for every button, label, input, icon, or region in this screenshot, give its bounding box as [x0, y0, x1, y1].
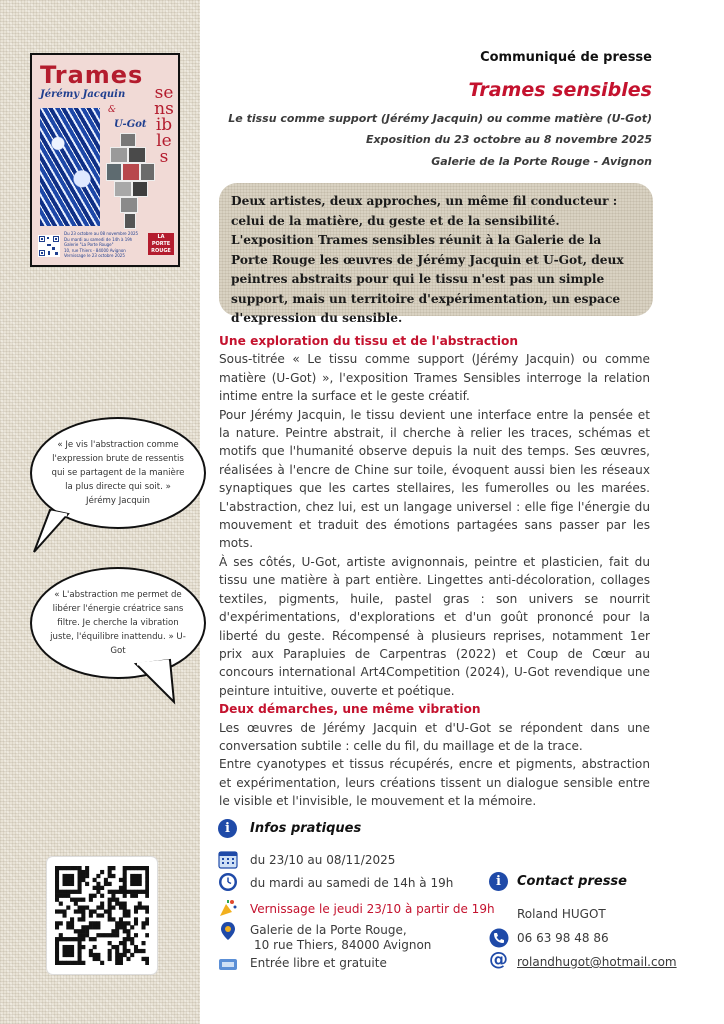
intro-paragraph-1: Deux artistes, deux approches, un même fil conducteur : celui de la matière, du geste et de la sensibilité. — [231, 194, 618, 228]
celebration-icon — [218, 898, 238, 918]
poster-info: Du 23 octobre au 08 novembre 2025 Du mardi au samedi de 14h à 19h Galerie "La Porte Rouge" 10, rue Thiers - 84000 Avignon Vernissage le 23 octobre 2025 — [64, 231, 139, 258]
qr-code-card — [47, 857, 157, 974]
section2-paragraph-1: Les œuvres de Jérémy Jacquin et d'U-Got se répondent dans une conversation subtile : celle du fil, du maillage et de la trace. — [219, 720, 650, 753]
intro-box — [219, 183, 653, 325]
qr-code[interactable] — [55, 866, 149, 965]
address-line-2: 10 rue Thiers, 84000 Avignon — [254, 938, 432, 952]
section1-paragraph-3: À ses côtés, U-Got, artiste avignonnais, peintre et plasticien, fait du tissu une matière à part entière. Lingettes anti-décoloration, collages textiles, pigments, huile, pastel gras : son univers se nourrit d'expérimentations, d'explorations et d'un goût prononcé pour la liberté du geste. Récompensé à plusieurs reprises, notamment 1er prix aux Parapluies de Carpentras (2022) et Coup de Cœur au concours international Art4Competition (2024), U-Got revendique une peinture intuitive, ouverte et poétique. — [219, 554, 650, 698]
calendar-icon — [218, 849, 238, 869]
poster-gallery-logo: LA PORTE ROUGE — [148, 233, 174, 255]
phone-icon — [489, 928, 509, 948]
exhibition-venue: Galerie de la Porte Rouge - Avignon — [431, 155, 652, 168]
section1-heading: Une exploration du tissu et de l'abstraction — [219, 334, 519, 348]
contact-name: Roland HUGOT — [517, 907, 606, 921]
intro-paragraph-2: L'exposition Trames sensibles réunit à la Galerie de la Porte Rouge les œuvres de Jérémy Jacquin et U-Got, deux peintres abstraits pour qui le tissu n'est pas un simple support, mais un territoire d'expérimentation, un espace d'expression du sensible. — [231, 233, 624, 325]
info-dates: du 23/10 au 08/11/2025 — [250, 853, 396, 867]
poster-title-vertical: sensibles — [154, 83, 174, 167]
section1-paragraph-2: Pour Jérémy Jacquin, le tissu devient une interface entre la pensée et la nature. Peintre abstrait, il cherche à relier les traces, schémas et motifs que l'humanité observe depuis la nuit des temps. Ses œuvres, réalisées à l'encre de Chine sur toile, évoquent aussi bien les réseaux synaptiques que les cartes stellaires, les fumerolles ou les marées. L'abstraction, chez lui, est un langage universel : elle fige l'énergie du mouvement et traduit des émotions partagées sans passer par les mots. — [219, 407, 650, 551]
contact-title: Contact presse — [517, 874, 627, 889]
bubble-tail-2 — [128, 658, 188, 708]
info-icon: i — [218, 819, 237, 838]
contact-email[interactable]: rolandhugot@hotmail.com — [517, 955, 677, 969]
exhibition-dates: Exposition du 23 octobre au 8 novembre 2025 — [365, 133, 652, 146]
article-body — [219, 332, 650, 811]
info-hours: du mardi au samedi de 14h à 19h — [250, 876, 454, 890]
section2-paragraph-2: Entre cyanotypes et tissus récupérés, encre et pigments, abstraction et expérimentation, leurs créations tissent un dialogue sensible entre le visible et l'invisible, le mouvement et la mémoire. — [219, 757, 650, 809]
clock-icon — [218, 872, 238, 892]
poster-artwork-blue — [40, 108, 100, 226]
poster-ampersand: & — [108, 105, 117, 115]
subtitle: Le tissu comme support (Jérémy Jacquin) ou comme matière (U-Got) — [228, 112, 652, 125]
info-address — [250, 923, 431, 953]
poster-artist-2: U-Got — [114, 119, 147, 130]
section2-heading: Deux démarches, une même vibration — [219, 702, 481, 717]
poster-artwork-collage — [106, 133, 154, 229]
section1-paragraph-1: Sous-titrée « Le tissu comme support (Jérémy Jacquin) ou comme matière (U-Got) », l'exposition Trames Sensibles interroge la relation intime entre la surface et le geste créatif. — [219, 352, 650, 404]
bubble-tail-1 — [28, 508, 78, 558]
contact-phone[interactable]: 06 63 98 48 86 — [517, 931, 609, 945]
quote-jacquin-text: « Je vis l'abstraction comme l'expression brute de ressentis qui se partagent de la manière la plus directe qui soit. » Jérémy Jacquin — [51, 440, 185, 506]
infos-title: Infos pratiques — [250, 821, 362, 836]
press-release-label: Communiqué de presse — [480, 50, 652, 65]
exhibition-poster — [30, 53, 180, 267]
poster-qr-code — [38, 235, 60, 257]
ticket-icon — [218, 954, 238, 974]
poster-title: Trames — [40, 61, 144, 89]
info-entry: Entrée libre et gratuite — [250, 956, 387, 970]
address-line-1: Galerie de la Porte Rouge, — [250, 923, 407, 937]
poster-artist-1: Jérémy Jacquin — [40, 89, 126, 100]
location-pin-icon — [218, 921, 238, 941]
email-at-icon: @ — [489, 948, 508, 970]
page-title: Trames sensibles — [468, 79, 652, 101]
info-vernissage: Vernissage le jeudi 23/10 à partir de 19h — [250, 902, 495, 916]
contact-info-icon: i — [489, 872, 508, 891]
quote-ugot-text: « L'abstraction me permet de libérer l'énergie créatrice sans filtre. Je cherche la vibration juste, l'équilibre inattendu. » U-Got — [50, 590, 186, 656]
